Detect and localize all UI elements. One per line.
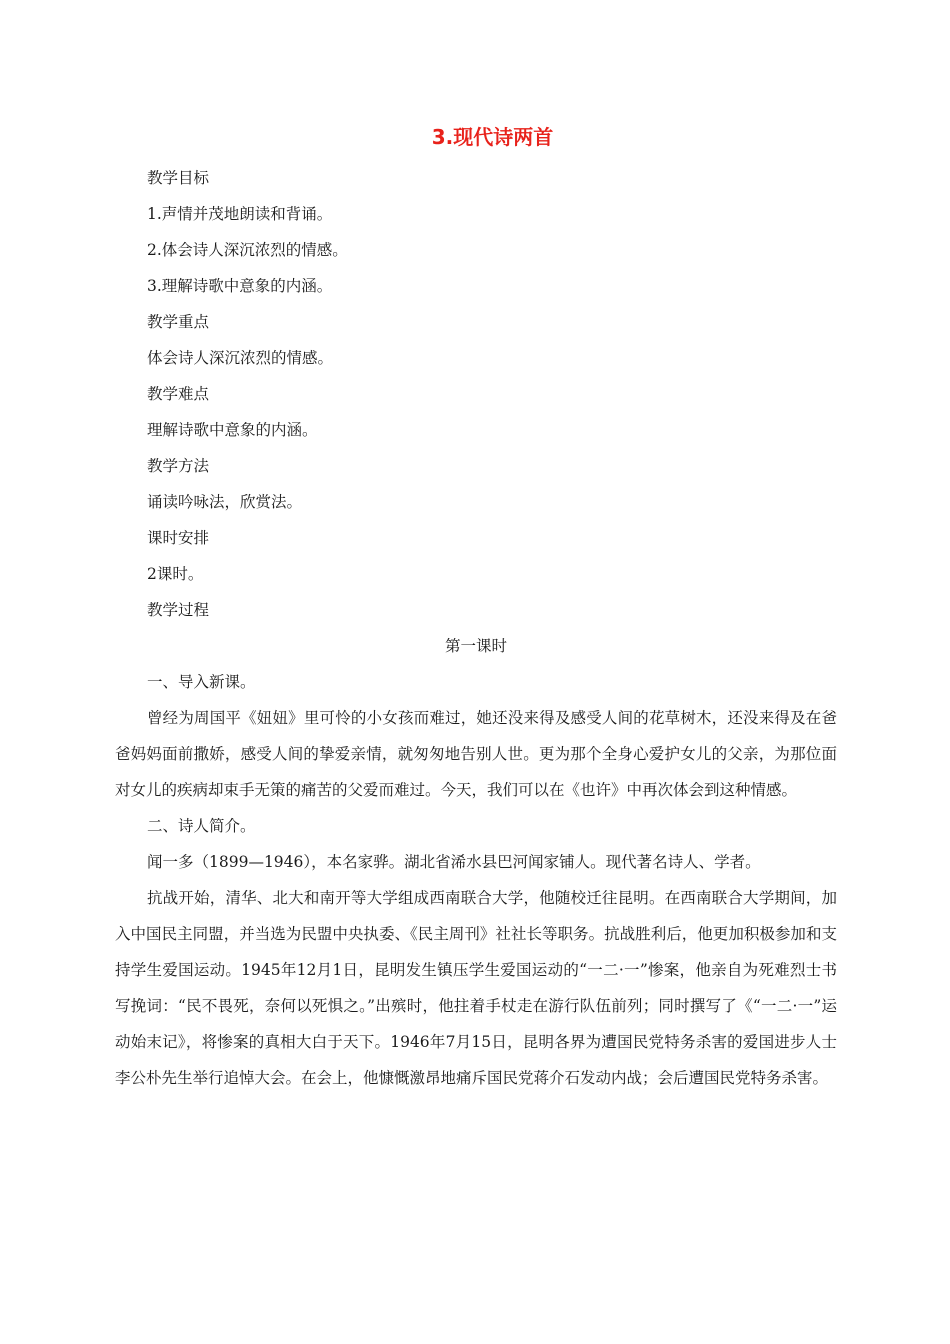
goal-item-3: 3.理解诗歌中意象的内涵。 [147,277,333,295]
difficulty-heading: 教学难点 [147,385,210,403]
schedule-heading: 课时安排 [147,529,210,547]
difficulty-text: 理解诗歌中意象的内涵。 [147,421,318,439]
intro-paragraph: 曾经为周国平《妞妞》里可怜的小女孩而难过，她还没来得及感受人间的花草树木，还没来得及在爸爸妈妈面前撒娇，感受人间的挚爱亲情，就匆匆地告别人世。更为那个全身心爱护女儿的父亲，为那位面对女儿的疾病却束手无策的痛苦的父爱而难过。今天，我们可以在《也许》中再次体会到这种情感。 [115,709,837,799]
part-one-heading: 一、导入新课。 [147,673,256,691]
lesson-one-heading: 第一课时 [444,637,507,655]
method-text: 诵读吟咏法，欣赏法。 [147,493,303,511]
goal-item-2: 2.体会诗人深沉浓烈的情感。 [147,241,348,259]
method-heading: 教学方法 [147,457,210,475]
page-title: 3.现代诗两首 [431,125,554,149]
poet-intro: 闻一多（1899—1946），本名家骅。湖北省浠水县巴河闻家铺人。现代著名诗人、学者。 [147,853,761,871]
goals-heading: 教学目标 [147,169,210,187]
document-body [115,160,837,1096]
part-two-heading: 二、诗人简介。 [147,817,256,835]
goal-item-1: 1.声情并茂地朗读和背诵。 [147,205,333,223]
key-points-heading: 教学重点 [147,313,210,331]
poet-paragraph: 抗战开始，清华、北大和南开等大学组成西南联合大学，他随校迁往昆明。在西南联合大学期间，加入中国民主同盟，并当选为民盟中央执委、《民主周刊》社社长等职务。抗战胜利后，他更加积极参加和支持学生爱国运动。1945年12月1日，昆明发生镇压学生爱国运动的“一二·一”惨案，他亲自为死难烈士书写挽词：“民不畏死，奈何以死惧之。”出殡时，他拄着手杖走在游行队伍前列；同时撰写了《“一二·一”运动始末记》，将惨案的真相大白于天下。1946年7月15日，昆明各界为遭国民党特务杀害的爱国进步人士李公朴先生举行追悼大会。在会上，他慷慨激昂地痛斥国民党蒋介石发动内战；会后遭国民党特务杀害。 [115,889,837,1087]
schedule-text: 2课时。 [147,565,204,583]
process-heading: 教学过程 [147,601,210,619]
key-points-text: 体会诗人深沉浓烈的情感。 [147,349,334,367]
